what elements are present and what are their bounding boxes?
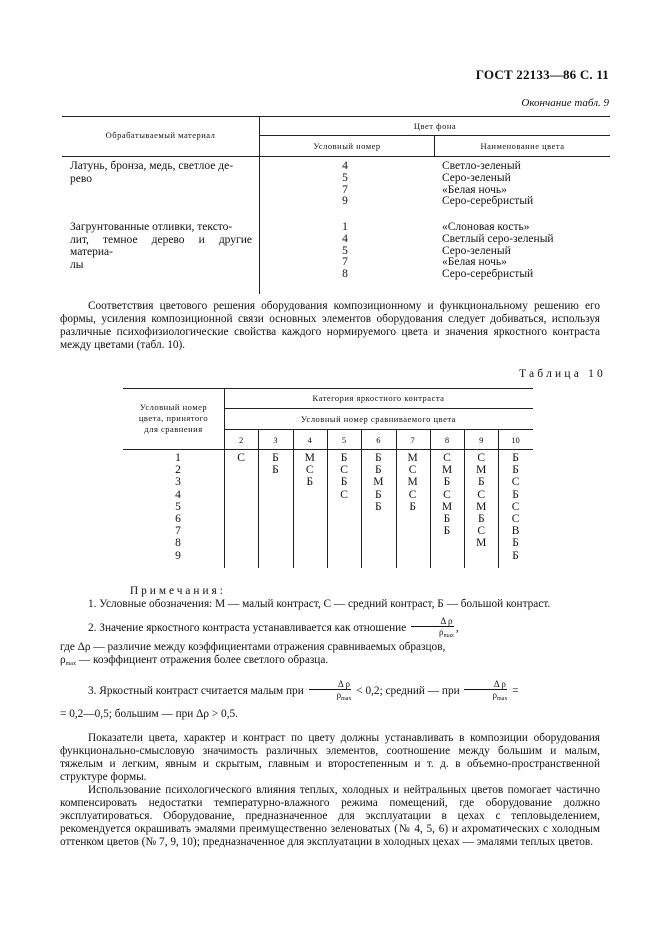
- column-divider: [361, 429, 362, 568]
- paragraph-psychological-influence: Использование психологического влияния теплых, холодных и нейтральных цветов помогает частично компенсировать недостатки температурно-влажного режима помещений, где оборудование должно эксплуатироваться. Оборудование, предназначенное для эксплуатации в цехах с тепловыделением, рекомендуется окрашивать эмалями преимущественно зеленоватых (№ 4, 5, 6) и ахроматических с холодным оттенком цветов (№ 7, 9, 10); предназначенное для эксплуатации в холодных цехах — эмалями теплых цветов.: [60, 784, 600, 848]
- table-cell: М: [373, 476, 384, 489]
- table-cell: Б: [375, 500, 382, 513]
- table-row-numbers: 4 5 7 9: [342, 160, 348, 208]
- table-cell: М: [476, 464, 487, 477]
- table-cell: М: [476, 500, 487, 513]
- column-header: 7: [410, 435, 415, 445]
- table-row-numbers: 1 4 5 7 8: [342, 221, 348, 281]
- table-cell: М: [407, 452, 418, 464]
- table-cell: Б: [512, 464, 519, 477]
- table-cell: С: [408, 488, 417, 501]
- note-2-continuation: где Δρ — различие между коэффициентами отражения сравниваемых образцов, $\rho_{max}$ — коэффициент отражения более светлого образца.: [60, 641, 446, 667]
- note-3-continuation: = 0,2—0,5; большим — при Δρ > 0,5.: [60, 708, 239, 720]
- column-header: 4: [307, 435, 312, 445]
- table-cell: С: [408, 464, 417, 477]
- table-cell: С: [237, 452, 245, 464]
- note-2: 2. Значение яркостного контраста устанавливается как отношение $\frac{\text{Δ ρ}}{\rho_{max}}$ ,: [88, 616, 459, 639]
- row-header: Условный номер цвета, принятого для сравнения: [138, 402, 209, 434]
- column-divider: [464, 429, 465, 568]
- table-cell: С: [443, 488, 451, 501]
- table-10-caption: Таблица 10: [519, 368, 606, 380]
- table-cell: Б: [512, 452, 519, 464]
- table-cell: Б: [409, 500, 416, 513]
- table-cell: Б: [375, 488, 382, 501]
- table-cell: Б: [477, 476, 485, 489]
- sub-header-rule: [224, 429, 533, 430]
- note-1: 1. Условные обозначения: М — малый контраст, С — средний контраст, Б — большой контраст.: [88, 598, 551, 610]
- table-row-color-names: Светло-зеленый Серо-зеленый «Белая ночь» Серо-серебристый: [442, 160, 534, 208]
- table-cell: Б: [272, 464, 279, 477]
- table-cell: С: [477, 452, 486, 464]
- column-header: 5: [341, 435, 347, 445]
- table-cell: Б: [306, 476, 314, 489]
- table-cell: В: [511, 525, 520, 538]
- table-cell: Б: [375, 464, 382, 477]
- document-reference: ГОСТ 22133—86 С. 11: [475, 67, 609, 82]
- col-name-header: Наименование цвета: [480, 141, 565, 151]
- column-divider: [258, 429, 259, 568]
- table-cell: Б: [375, 452, 382, 464]
- col-color-group-header: Цвет фона: [413, 121, 457, 131]
- sub-header: Условный номер сравниваемого цвета: [301, 414, 456, 424]
- table-cell: М: [441, 500, 453, 513]
- table-top-rule: [62, 116, 610, 117]
- group-header-rule: [224, 408, 533, 409]
- col-material-header: Обрабатываемый материал: [105, 130, 216, 140]
- table-cell: Б: [443, 525, 451, 538]
- delta-rho-fraction: $\frac{\text{Δ ρ}}{\rho_{max}}$: [411, 616, 454, 641]
- header-bottom-rule: [62, 156, 610, 157]
- column-header: 8: [444, 435, 450, 445]
- header-bottom-rule: [123, 449, 533, 450]
- column-divider: [293, 429, 294, 568]
- table-cell: С: [340, 464, 348, 477]
- table-cell: Б: [272, 452, 279, 464]
- table-row-color-names: «Слоновая кость» Светлый серо-зеленый Серо-зеленый «Белая ночь» Серо-серебристый: [442, 221, 554, 281]
- header-subrule: [260, 135, 610, 136]
- table-cell: С: [443, 452, 451, 464]
- notes-section: [60, 585, 600, 721]
- col-number-header: Условный номер: [313, 141, 381, 151]
- group-header: Категория яркостного контраста: [312, 393, 445, 403]
- table-cell: М: [304, 452, 315, 464]
- table-cell: С: [511, 513, 520, 525]
- table-cell: Б: [512, 488, 519, 501]
- table-cell: С: [477, 525, 486, 538]
- column-header: 3: [273, 435, 278, 445]
- paragraph-color-composition: Соответствия цветового решения оборудования композиционному и функциональному решению его формы, усиления композиционной связи основных элементов оборудования следует добиваться, используя различные психофизиологические свойства каждого нормируемого цвета и значения яркостного контраста между цветами (табл. 10).: [60, 300, 600, 351]
- table-cell: Б: [443, 476, 451, 489]
- table-cell: Б: [512, 549, 519, 562]
- table-cell: Б: [443, 513, 451, 525]
- table-cell: С: [305, 464, 314, 477]
- table-cell: С: [477, 488, 486, 501]
- paragraph-color-indicators: Показатели цвета, характер и контраст по цвету должны устанавливать в композиции оборудования функционально-смысловую значимость различных элементов, соотношение между большим и малым, тяжелым и легким, явным и скрытым, главным и второстепенным и т. д. в объемно-пространственной структуре формы.: [60, 732, 600, 783]
- table-10: [123, 388, 533, 568]
- table-cell: Б: [512, 537, 519, 550]
- table-cell: С: [340, 488, 348, 501]
- table-cell: М: [407, 476, 418, 489]
- table-continuation-caption: Окончание табл. 9: [521, 97, 609, 109]
- column-divider: [430, 429, 431, 568]
- column-header: 10: [511, 435, 520, 445]
- table-cell: Б: [340, 452, 348, 464]
- column-divider: [396, 429, 397, 568]
- column-divider: [498, 429, 499, 568]
- column-header: 2: [239, 435, 244, 445]
- table-cell: Б: [477, 513, 485, 525]
- row-labels: 1 2 3 4 5 6 7 8 9: [175, 452, 181, 562]
- table-top-rule: [123, 388, 533, 389]
- table-row-material: Загрунтованные отливки, тексто- лит, темное дерево и другие материа- лы: [70, 221, 252, 271]
- table-row-material: Латунь, бронза, медь, светлое де- рево: [70, 160, 234, 185]
- table-cell: М: [476, 537, 487, 550]
- column-divider: [327, 429, 328, 568]
- delta-rho-fraction: $\frac{\text{Δ ρ}}{\rho_{max}}$: [464, 679, 507, 704]
- delta-rho-fraction: $\frac{\text{Δ ρ}}{\rho_{max}}$: [309, 679, 352, 704]
- note-3: 3. Яркостный контраст считается малым при $\frac{\text{Δ ρ}}{\rho_{max}}$ < 0,2; средний — при $\frac{\text{Δ ρ}}{\rho_{max}}$ =: [88, 679, 519, 702]
- table-cell: С: [511, 500, 520, 513]
- table-cell: С: [511, 476, 520, 489]
- column-header: 9: [479, 435, 484, 445]
- column-header: 6: [376, 435, 381, 445]
- table-cell: Б: [340, 476, 348, 489]
- table-cell: М: [441, 464, 453, 477]
- notes-title: Примечания:: [130, 585, 226, 597]
